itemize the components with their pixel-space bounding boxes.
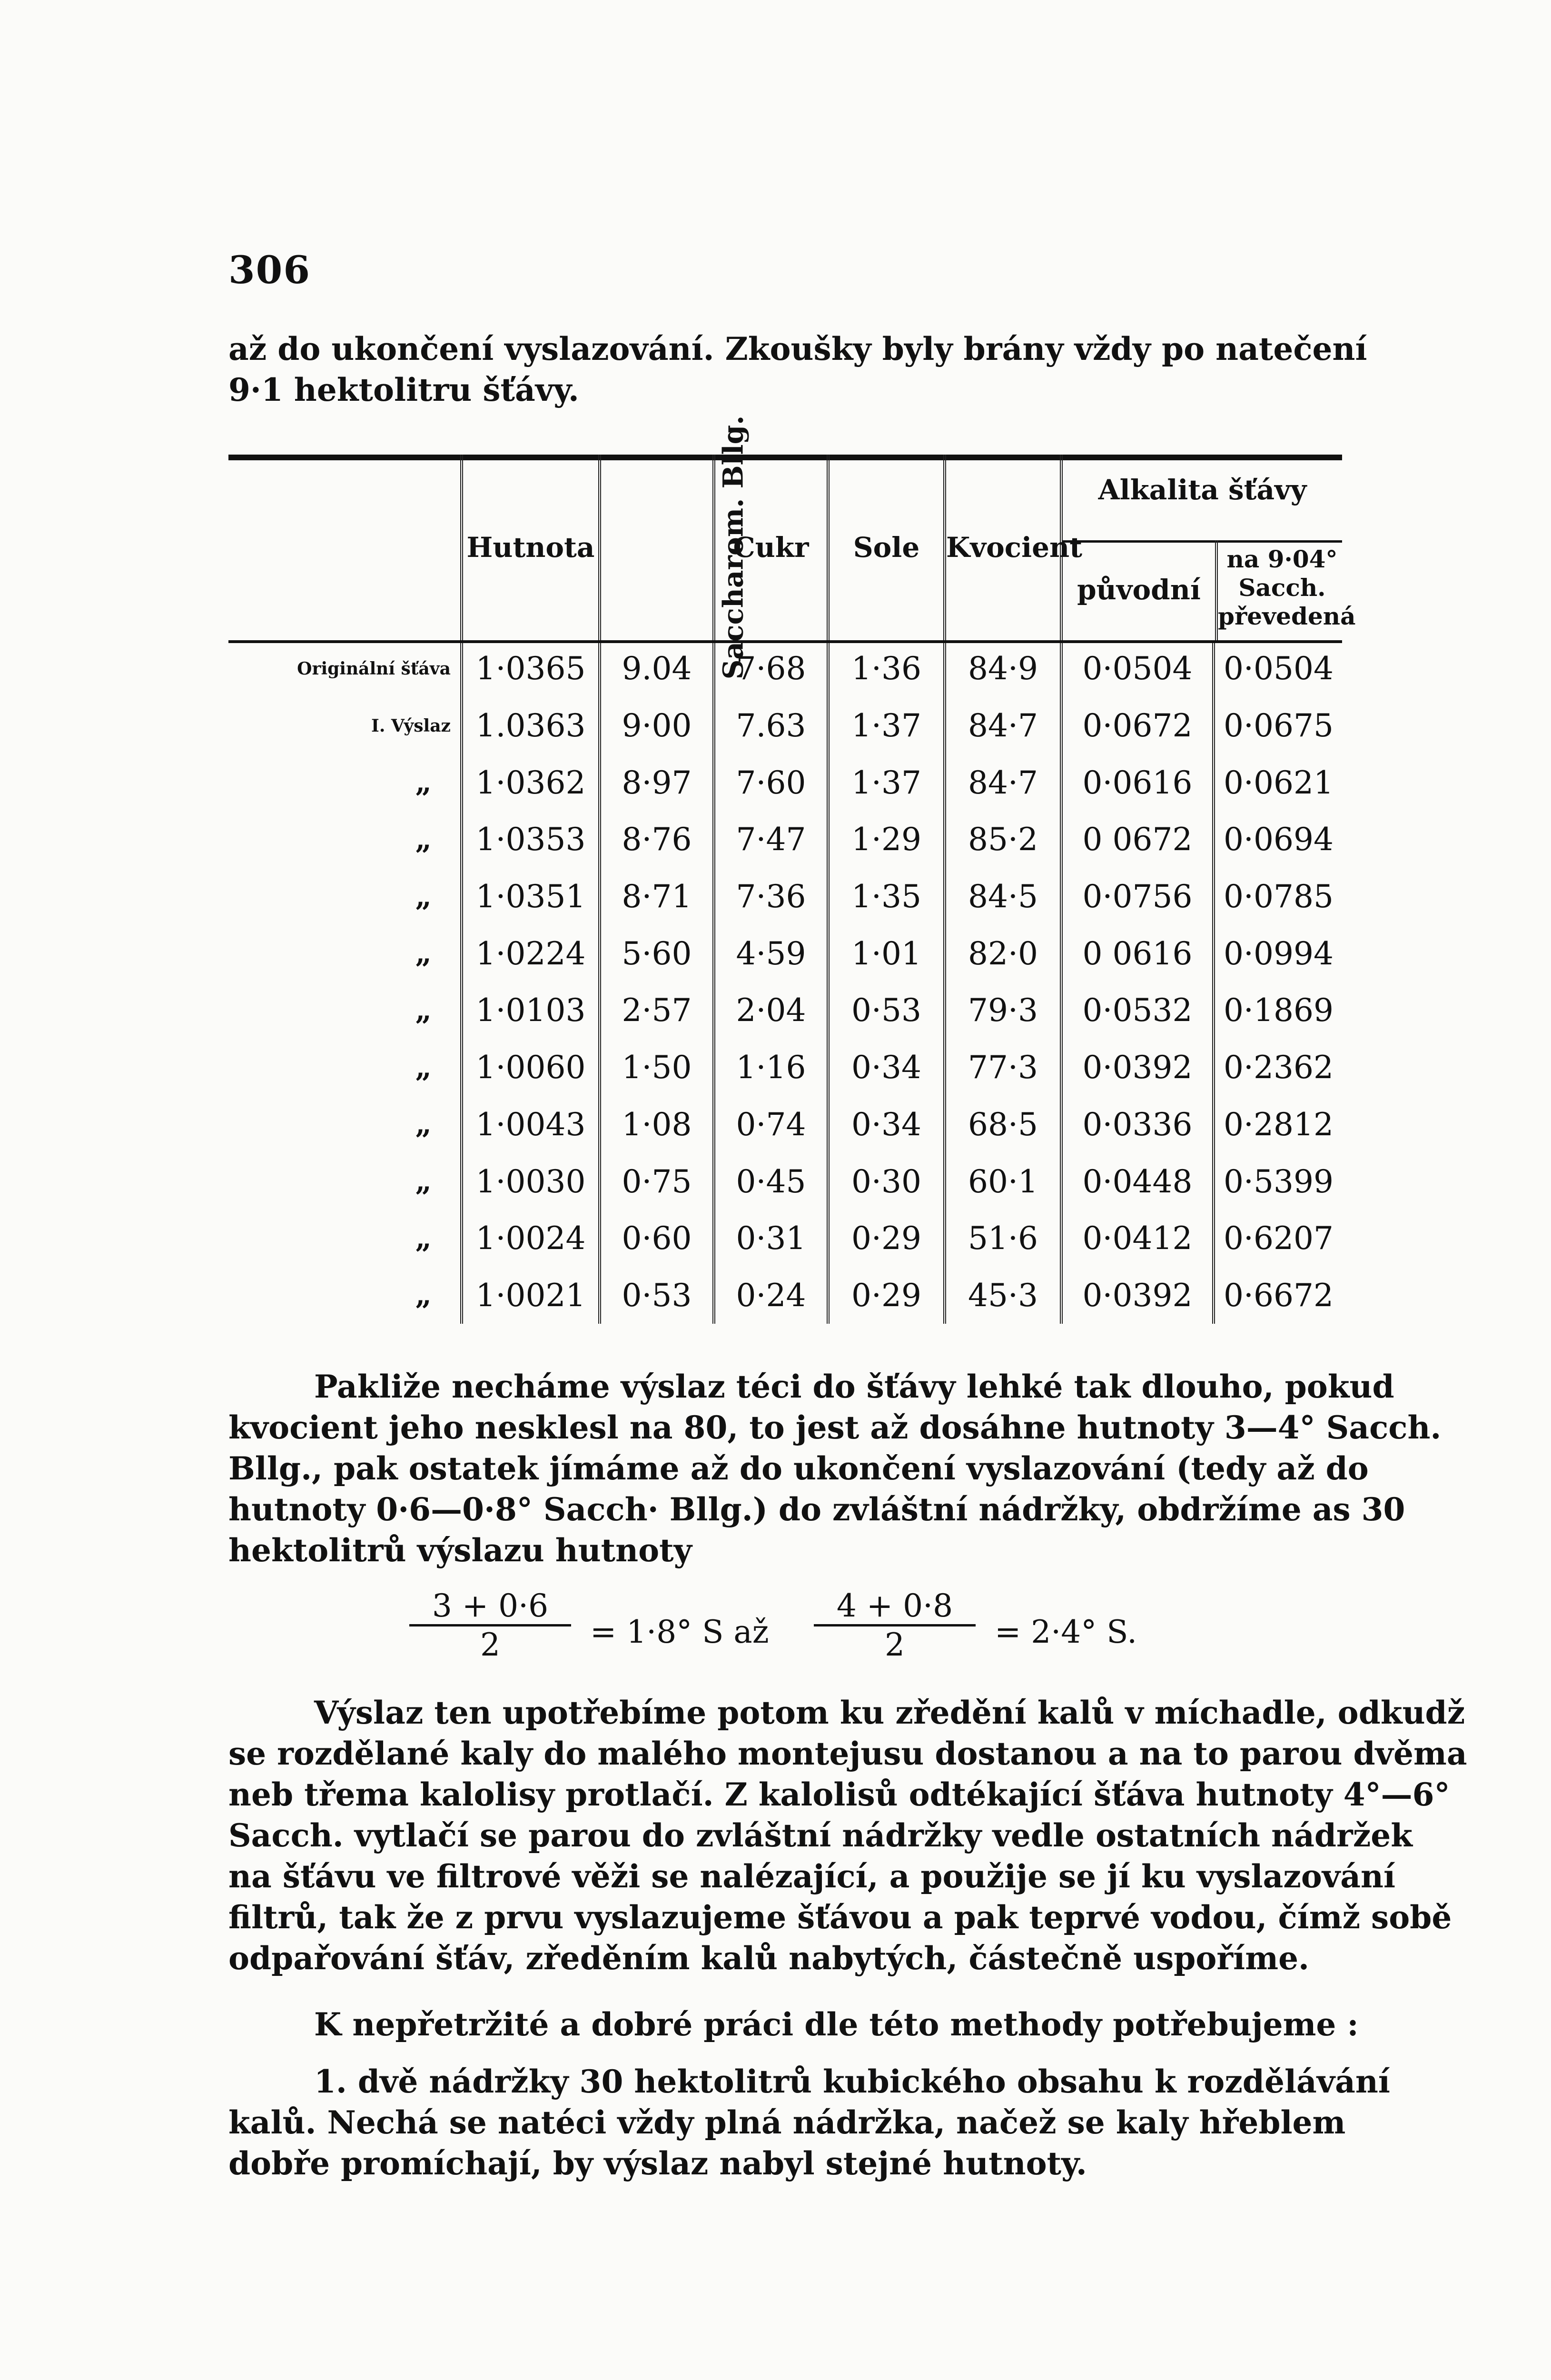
cell-kvocient: 45·3 xyxy=(945,1267,1061,1324)
cell-kvocient: 77·3 xyxy=(945,1039,1061,1096)
cell-cukr: 7·36 xyxy=(714,868,828,925)
table-header-rule xyxy=(228,640,1342,643)
cell-cukr: 7·60 xyxy=(714,754,828,811)
fraction-2 xyxy=(814,1587,976,1663)
cell-kvocient: 68·5 xyxy=(945,1096,1061,1153)
cell-prevedena: 0·0994 xyxy=(1224,935,1334,972)
cell-hutnota: 1.0363 xyxy=(462,697,600,754)
fraction-2-denominator: 2 xyxy=(885,1626,905,1663)
cell-cukr: 0·24 xyxy=(714,1267,828,1324)
cell-kvocient: 79·3 xyxy=(945,982,1061,1039)
cell-puvodni: 0·0336 xyxy=(1061,1096,1214,1153)
paragraph-1 xyxy=(228,1366,1442,1571)
cell-sach: 1·08 xyxy=(600,1096,714,1153)
cell-kvocient: 85·2 xyxy=(945,811,1061,868)
page-number: 306 xyxy=(228,248,311,292)
formula xyxy=(228,1587,1342,1678)
cell-puvodni: 0·0532 xyxy=(1061,982,1214,1039)
cell-sole: 0·53 xyxy=(828,982,945,1039)
cell-sach: 8·76 xyxy=(600,811,714,868)
table-row xyxy=(228,1210,1342,1267)
fraction-1 xyxy=(409,1587,571,1663)
text-line: K nepřetržité a dobré práci dle této methody potřebujeme : xyxy=(314,2006,1359,2043)
cell-cukr: 7·68 xyxy=(714,640,828,697)
formula-end: = 2·4° S. xyxy=(995,1614,1137,1650)
cell-cukr: 0·31 xyxy=(714,1210,828,1267)
cell-hutnota: 1·0351 xyxy=(462,868,600,925)
cell-sole: 0·30 xyxy=(828,1153,945,1210)
cell-sach: 0·75 xyxy=(600,1153,714,1210)
cell-prevedena: 0·2362 xyxy=(1224,1049,1334,1086)
cell-hutnota: 1·0024 xyxy=(462,1210,600,1267)
cell-sole: 0·34 xyxy=(828,1096,945,1153)
row-label: „ xyxy=(228,811,462,868)
cell-sole: 1·29 xyxy=(828,811,945,868)
text-line: filtrů, tak že z prvu vyslazujeme šťávou a pak teprvé vodou, čímž sobě xyxy=(228,1899,1452,1936)
cell-sole: 1·36 xyxy=(828,640,945,697)
cell-hutnota: 1·0353 xyxy=(462,811,600,868)
text-line: Výslaz ten upotřebíme potom ku zředění kalů v míchadle, odkudž xyxy=(314,1694,1465,1731)
table-header-row xyxy=(228,455,1342,640)
row-label: „ xyxy=(228,868,462,925)
cell-kvocient: 60·1 xyxy=(945,1153,1061,1210)
cell-sole: 1·01 xyxy=(828,925,945,982)
cell-puvodni: 0·0392 xyxy=(1061,1039,1214,1096)
paragraph-2 xyxy=(228,1692,1467,1979)
cell-kvocient: 84·7 xyxy=(945,697,1061,754)
cell-hutnota: 1·0043 xyxy=(462,1096,600,1153)
table-row xyxy=(228,1039,1342,1096)
text-line: Pakliže necháme výslaz téci do šťávy lehké tak dlouho, pokud xyxy=(314,1368,1394,1405)
cell-kvocient: 82·0 xyxy=(945,925,1061,982)
table-row xyxy=(228,1267,1342,1324)
fraction-1-denominator: 2 xyxy=(480,1626,500,1663)
row-label: „ xyxy=(228,982,462,1039)
cell-prevedena: 0·0785 xyxy=(1224,878,1334,915)
cell-hutnota: 1·0224 xyxy=(462,925,600,982)
cell-hutnota: 1·0030 xyxy=(462,1153,600,1210)
text-line: hutnoty 0·6—0·8° Sacch· Bllg.) do zvláštní nádržky, obdržíme as 30 xyxy=(228,1491,1405,1528)
fraction-1-numerator: 3 + 0·6 xyxy=(409,1587,571,1626)
cell-prevedena: 0·0694 xyxy=(1224,821,1334,858)
cell-prevedena: 0·0504 xyxy=(1224,650,1334,687)
table-row xyxy=(228,868,1342,925)
cell-prevedena: 0·2812 xyxy=(1224,1106,1334,1143)
cell-hutnota: 1·0365 xyxy=(462,640,600,697)
header-label-col xyxy=(228,455,462,640)
paragraph-3 xyxy=(228,2004,1359,2045)
header-puvodni: původní xyxy=(1077,574,1201,606)
text-line: kvocient jeho nesklesl na 80, to jest až dosáhne hutnoty 3—4° Sacch. xyxy=(228,1409,1442,1446)
text-line: se rozdělané kaly do malého montejusu dostanou a na to parou dvěma xyxy=(228,1735,1467,1772)
header-alkalita-title: Alkalita šťávy xyxy=(1098,474,1307,506)
header-alkalita xyxy=(1061,455,1356,640)
cell-puvodni: 0 0672 xyxy=(1061,811,1214,868)
row-label: I. Výslaz xyxy=(228,697,462,754)
text-line: Bllg., pak ostatek jímáme až do ukončení vyslazování (tedy až do xyxy=(228,1450,1369,1487)
cell-hutnota: 1·0060 xyxy=(462,1039,600,1096)
cell-sole: 0·29 xyxy=(828,1267,945,1324)
text-line: kalů. Nechá se natéci vždy plná nádržka, načež se kaly hřeblem xyxy=(228,2104,1346,2141)
table-row xyxy=(228,1096,1342,1153)
cell-cukr: 0·45 xyxy=(714,1153,828,1210)
cell-cukr: 4·59 xyxy=(714,925,828,982)
row-label: „ xyxy=(228,925,462,982)
row-label: „ xyxy=(228,1039,462,1096)
row-label: „ xyxy=(228,1210,462,1267)
cell-hutnota: 1·0362 xyxy=(462,754,600,811)
cell-hutnota: 1·0103 xyxy=(462,982,600,1039)
header-kvocient: Kvocient xyxy=(945,455,1061,640)
cell-puvodni: 0 0616 xyxy=(1061,925,1214,982)
cell-sach: 5·60 xyxy=(600,925,714,982)
cell-kvocient: 51·6 xyxy=(945,1210,1061,1267)
table-row xyxy=(228,754,1342,811)
cell-puvodni: 0·0616 xyxy=(1061,754,1214,811)
table-row xyxy=(228,982,1342,1039)
cell-sole: 1·37 xyxy=(828,754,945,811)
header-sacharom-text: Saccharom. Bllg. xyxy=(717,415,750,680)
header-cukr: Cukr xyxy=(714,455,828,640)
cell-sole: 1·35 xyxy=(828,868,945,925)
text-line: dobře promíchají, by výslaz nabyl stejné hutnoty. xyxy=(228,2145,1087,2182)
data-table xyxy=(228,415,1356,1324)
paragraph-4 xyxy=(228,2061,1390,2184)
cell-sole: 1·37 xyxy=(828,697,945,754)
row-label: „ xyxy=(228,1267,462,1324)
row-label: „ xyxy=(228,1153,462,1210)
table-row xyxy=(228,811,1342,868)
cell-sach: 8·71 xyxy=(600,868,714,925)
cell-sach: 2·57 xyxy=(600,982,714,1039)
cell-sole: 0·34 xyxy=(828,1039,945,1096)
cell-puvodni: 0·0392 xyxy=(1061,1267,1214,1324)
text-line: odpařování šťáv, zředěním kalů nabytých, částečně uspoříme. xyxy=(228,1940,1310,1977)
table-row xyxy=(228,925,1342,982)
text-line: 9·1 hektolitru šťávy. xyxy=(228,371,579,408)
cell-prevedena: 0·5399 xyxy=(1224,1163,1334,1200)
cell-sach: 9·00 xyxy=(600,697,714,754)
header-sole: Sole xyxy=(828,455,945,640)
cell-cukr: 0·74 xyxy=(714,1096,828,1153)
cell-sach: 8·97 xyxy=(600,754,714,811)
cell-puvodni: 0·0756 xyxy=(1061,868,1214,925)
cell-puvodni: 0·0504 xyxy=(1061,640,1214,697)
formula-middle: = 1·8° S až xyxy=(590,1614,769,1650)
cell-puvodni: 0·0672 xyxy=(1061,697,1214,754)
cell-cukr: 1·16 xyxy=(714,1039,828,1096)
cell-cukr: 2·04 xyxy=(714,982,828,1039)
cell-sole: 0·29 xyxy=(828,1210,945,1267)
row-label: „ xyxy=(228,754,462,811)
table-row xyxy=(228,697,1342,754)
table-row xyxy=(228,1153,1342,1210)
cell-cukr: 7.63 xyxy=(714,697,828,754)
text-line: 1. dvě nádržky 30 hektolitrů kubického obsahu k rozdělávání xyxy=(314,2063,1390,2100)
cell-prevedena: 0·6207 xyxy=(1224,1220,1334,1257)
text-line: hektolitrů výslazu hutnoty xyxy=(228,1532,692,1569)
row-label: Originální šťáva xyxy=(228,640,462,697)
intro-paragraph xyxy=(228,328,1367,410)
header-prevedena: na 9·04° Sacch. převedená xyxy=(1218,545,1356,630)
cell-puvodni: 0·0448 xyxy=(1061,1153,1214,1210)
cell-prevedena: 0·6672 xyxy=(1224,1277,1334,1314)
cell-kvocient: 84·5 xyxy=(945,868,1061,925)
cell-puvodni: 0·0412 xyxy=(1061,1210,1214,1267)
cell-cukr: 7·47 xyxy=(714,811,828,868)
table-row xyxy=(228,640,1342,697)
cell-hutnota: 1·0021 xyxy=(462,1267,600,1324)
cell-prevedena: 0·0621 xyxy=(1224,764,1334,801)
cell-kvocient: 84·7 xyxy=(945,754,1061,811)
header-hutnota: Hutnota xyxy=(462,455,600,640)
fraction-2-numerator: 4 + 0·8 xyxy=(814,1587,976,1626)
cell-sach: 9.04 xyxy=(600,640,714,697)
cell-kvocient: 84·9 xyxy=(945,640,1061,697)
cell-prevedena: 0·0675 xyxy=(1224,707,1334,744)
cell-sach: 0·60 xyxy=(600,1210,714,1267)
cell-prevedena: 0·1869 xyxy=(1224,992,1334,1029)
text-line: Sacch. vytlačí se parou do zvláštní nádržky vedle ostatních nádržek xyxy=(228,1817,1413,1854)
text-line: na šťávu ve filtrové věži se nalézající, a použije se jí ku vyslazování xyxy=(228,1858,1396,1895)
row-label: „ xyxy=(228,1096,462,1153)
text-line: až do ukončení vyslazování. Zkoušky byly brány vždy po natečení xyxy=(228,330,1367,367)
cell-sach: 0·53 xyxy=(600,1267,714,1324)
text-line: neb třema kalolisy protlačí. Z kalolisů odtékající šťáva hutnoty 4°—6° xyxy=(228,1776,1450,1813)
cell-sach: 1·50 xyxy=(600,1039,714,1096)
